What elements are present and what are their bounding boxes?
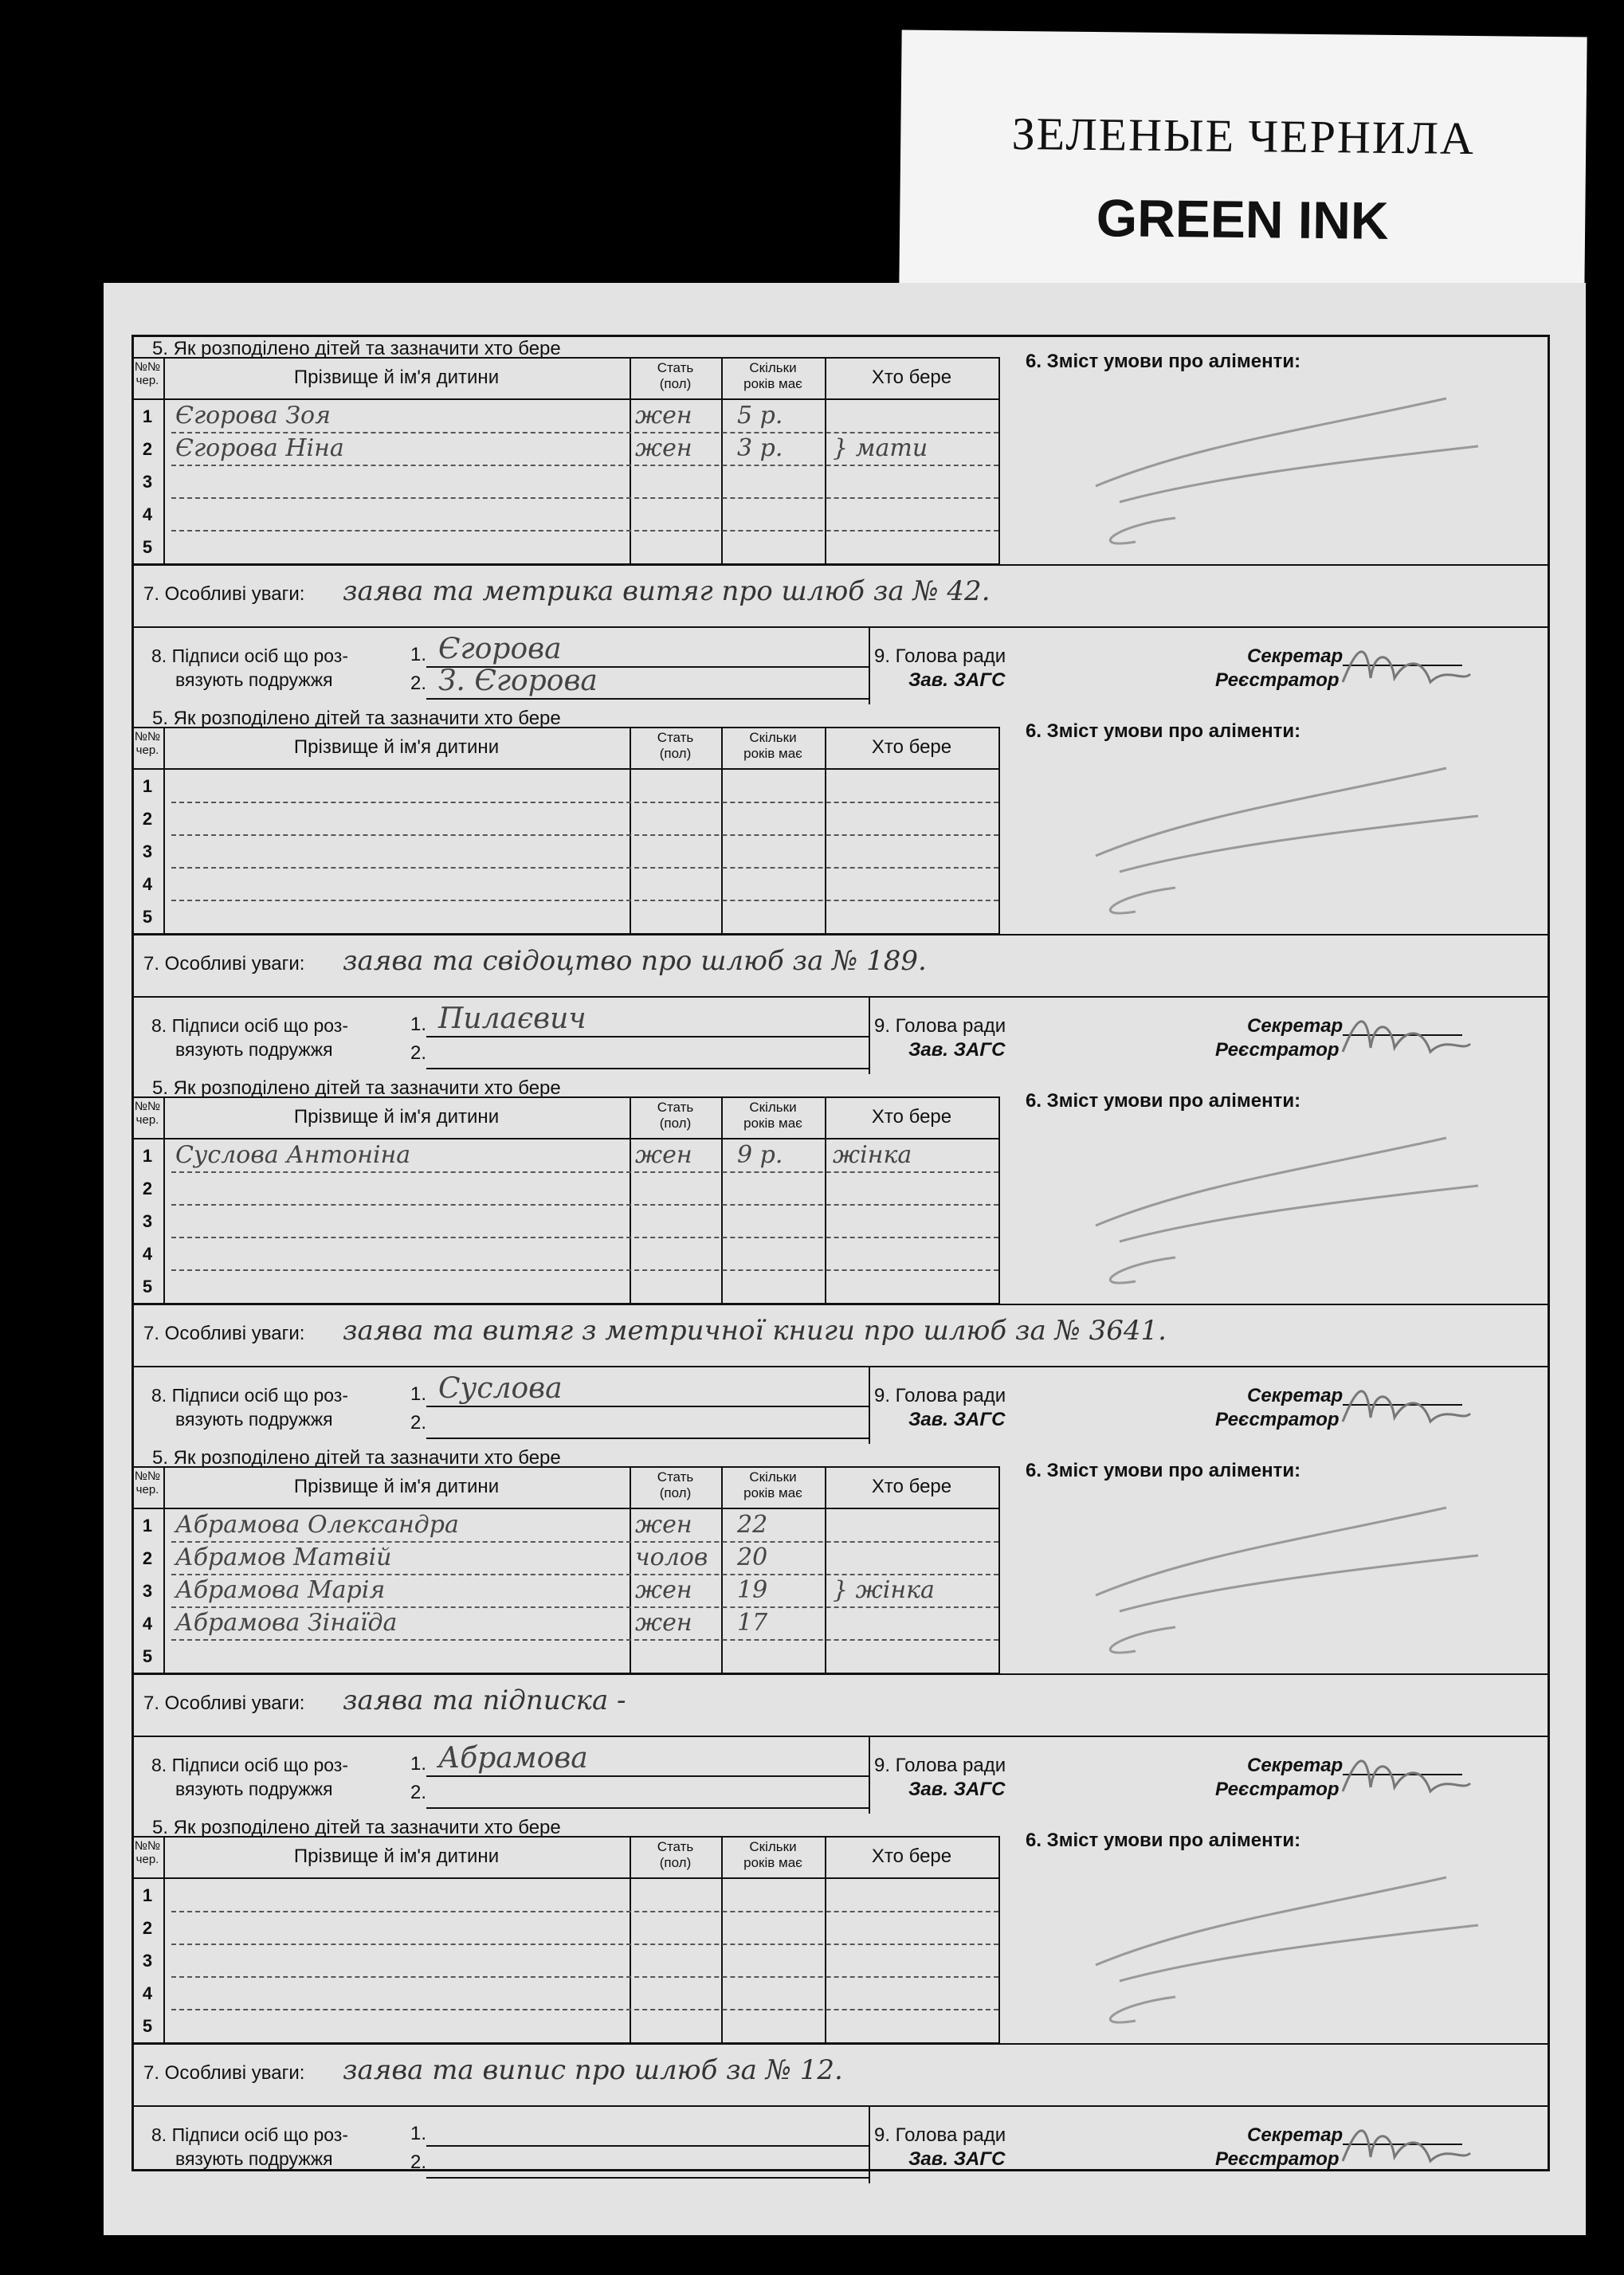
sig-label-b: вязують подружжя	[175, 2148, 333, 2169]
notes-label: 7. Особливі уваги:	[143, 583, 305, 605]
registrar-label: Реєстратор	[1215, 1039, 1340, 1061]
section5-heading: 5. Як розподілено дітей та зазначити хто бере	[152, 1077, 561, 1099]
registrar-label: Реєстратор	[1215, 1409, 1340, 1430]
notes-row	[131, 564, 1550, 626]
alimony-crossed-out-mark	[1000, 335, 1550, 563]
notes-label: 7. Особливі уваги:	[143, 1693, 305, 1714]
notes-row	[131, 934, 1550, 996]
child-sex: жен	[635, 402, 692, 430]
signature-1: Пилаєвич	[438, 1002, 586, 1035]
notes-value: заява та свідоцтво про шлюб за № 189.	[343, 945, 927, 977]
row-number: 5	[142, 1277, 153, 1296]
child-who: жінка	[833, 1141, 912, 1169]
alimony-crossed-out-mark	[1000, 1814, 1550, 2042]
row-number: 1	[142, 406, 153, 426]
section6-heading: 6. Зміст умови про аліменти:	[1026, 351, 1301, 372]
alimony-crossed-out-mark	[1000, 704, 1550, 932]
sig-label-a: 8. Підписи осіб що роз-	[151, 645, 349, 666]
section6-heading: 6. Зміст умови про аліменти:	[1026, 1460, 1301, 1481]
signature-1: Єгорова	[438, 633, 562, 665]
col-name-header: Прізвище й ім'я дитини	[293, 736, 500, 758]
child-sex: жен	[635, 434, 692, 462]
form-page	[104, 283, 1586, 2235]
council-head-label: 9. Голова ради	[874, 1015, 1006, 1037]
col-name-header: Прізвище й ім'я дитини	[293, 367, 500, 388]
row-number: 1	[142, 776, 153, 796]
row-number: 2	[142, 1179, 153, 1198]
col-age-header: Скільки років має	[743, 1469, 802, 1500]
signatures-row	[131, 1366, 1550, 1444]
sig-label-a: 8. Підписи осіб що роз-	[151, 1385, 349, 1406]
tag-ru: ЗЕЛЕНЫЕ ЧЕРНИЛА	[1011, 107, 1476, 165]
child-name: Абрамова Олександра	[175, 1511, 459, 1539]
child-sex: жен	[635, 1609, 692, 1637]
child-name: Абрамова Зінаїда	[175, 1609, 398, 1637]
registrar-label: Реєстратор	[1215, 669, 1340, 691]
section6-heading: 6. Зміст умови про аліменти:	[1026, 720, 1301, 742]
child-name: Суслова Антоніна	[175, 1141, 411, 1169]
notes-label: 7. Особливі уваги:	[143, 1323, 305, 1344]
row-number: 4	[142, 504, 153, 524]
child-age: 3 р.	[737, 434, 783, 462]
registrar-signature-scribble	[1335, 2113, 1478, 2177]
council-head-label: 9. Голова ради	[874, 1755, 1006, 1776]
row-number: 2	[142, 809, 153, 829]
secretary-label: Секретар	[1247, 1015, 1344, 1037]
row-number: 4	[142, 1244, 153, 1264]
signatures-row	[131, 626, 1550, 704]
child-name: Єгорова Зоя	[175, 402, 331, 430]
child-name: Абрамов Матвій	[175, 1543, 392, 1571]
registrar-signature-scribble	[1335, 634, 1478, 698]
sig-number-2: 2.	[410, 1412, 427, 1434]
council-head-label: 9. Голова ради	[874, 1385, 1006, 1406]
secretary-label: Секретар	[1247, 645, 1344, 667]
row-number: 2	[142, 1548, 153, 1568]
children-table	[131, 1836, 1000, 2044]
signature-1: Суслова	[438, 1372, 563, 1405]
col-who-header: Хто бере	[871, 1106, 952, 1128]
registrar-signature-scribble	[1335, 1004, 1478, 1068]
ink-tag	[899, 30, 1587, 292]
notes-label: 7. Особливі уваги:	[143, 2062, 305, 2084]
child-name: Абрамова Марія	[175, 1576, 386, 1604]
row-number: 3	[142, 472, 153, 492]
col-who-header: Хто бере	[871, 736, 952, 758]
divorce-record	[131, 1074, 1550, 1444]
row-number: 4	[142, 874, 153, 894]
signatures-row	[131, 2105, 1550, 2183]
sig-label-a: 8. Підписи осіб що роз-	[151, 1015, 349, 1036]
child-who: } жінка	[833, 1576, 935, 1604]
child-who: } мати	[833, 434, 928, 462]
row-number: 3	[142, 1581, 153, 1601]
registrar-label: Реєстратор	[1215, 1779, 1340, 1800]
child-sex: чолов	[635, 1543, 708, 1571]
sig-label-a: 8. Підписи осіб що роз-	[151, 1755, 349, 1775]
row-number: 5	[142, 1646, 153, 1666]
sig-label-b: вязують подружжя	[175, 1779, 333, 1799]
sig-number-2: 2.	[410, 1782, 427, 1803]
row-number: 5	[142, 2016, 153, 2036]
sig-number-1: 1.	[410, 1753, 427, 1775]
children-table	[131, 1466, 1000, 1674]
col-age-header: Скільки років має	[743, 1839, 802, 1870]
notes-row	[131, 1304, 1550, 1366]
col-who-header: Хто бере	[871, 1845, 952, 1867]
col-who-header: Хто бере	[871, 1476, 952, 1497]
child-sex: жен	[635, 1141, 692, 1169]
notes-row	[131, 1673, 1550, 1736]
section5-heading: 5. Як розподілено дітей та зазначити хто бере	[152, 708, 561, 729]
signature-2: З. Єгорова	[438, 665, 598, 697]
row-number: 2	[142, 439, 153, 459]
row-number: 5	[142, 537, 153, 557]
council-head-label: 9. Голова ради	[874, 645, 1006, 667]
notes-label: 7. Особливі уваги:	[143, 953, 305, 975]
row-number: 5	[142, 907, 153, 927]
tag-en: GREEN INK	[1096, 188, 1389, 250]
child-age: 17	[737, 1609, 768, 1637]
col-number-header: №№ чер.	[134, 360, 161, 387]
row-number: 3	[142, 841, 153, 861]
sig-label-b: вязують подружжя	[175, 1039, 333, 1060]
row-number: 1	[142, 1516, 153, 1536]
col-age-header: Скільки років має	[743, 1100, 802, 1131]
col-sex-header: Стать (пол)	[657, 730, 694, 761]
row-number: 4	[142, 1983, 153, 2003]
col-name-header: Прізвище й ім'я дитини	[293, 1106, 500, 1128]
children-table	[131, 727, 1000, 935]
col-sex-header: Стать (пол)	[657, 1100, 694, 1131]
signature-1: Абрамова	[438, 1742, 588, 1775]
child-age: 20	[737, 1543, 768, 1571]
secretary-label: Секретар	[1247, 1755, 1344, 1776]
col-number-header: №№ чер.	[134, 1100, 161, 1127]
sig-number-2: 2.	[410, 673, 427, 694]
zags-label: Зав. ЗАГС	[908, 669, 1006, 691]
child-age: 22	[737, 1511, 768, 1539]
col-age-header: Скільки років має	[743, 730, 802, 761]
row-number: 3	[142, 1211, 153, 1231]
section5-heading: 5. Як розподілено дітей та зазначити хто бере	[152, 1817, 561, 1838]
sig-number-2: 2.	[410, 2151, 427, 2173]
registrar-signature-scribble	[1335, 1374, 1478, 1438]
zags-label: Зав. ЗАГС	[908, 1779, 1006, 1800]
sig-number-2: 2.	[410, 1042, 427, 1064]
divorce-record	[131, 1814, 1550, 2183]
child-age: 19	[737, 1576, 768, 1604]
notes-value: заява та підписка -	[343, 1685, 626, 1716]
col-who-header: Хто бере	[871, 367, 952, 388]
child-age: 5 р.	[737, 402, 783, 430]
zags-label: Зав. ЗАГС	[908, 2148, 1006, 2170]
section6-heading: 6. Зміст умови про аліменти:	[1026, 1090, 1301, 1112]
section5-heading: 5. Як розподілено дітей та зазначити хто бере	[152, 1447, 561, 1469]
child-sex: жен	[635, 1576, 692, 1604]
divorce-record	[131, 335, 1550, 704]
col-sex-header: Стать (пол)	[657, 1839, 694, 1870]
alimony-crossed-out-mark	[1000, 1444, 1550, 1672]
col-age-header: Скільки років має	[743, 360, 802, 391]
signatures-row	[131, 1736, 1550, 1814]
divorce-record	[131, 704, 1550, 1074]
divorce-record	[131, 1444, 1550, 1814]
section5-heading: 5. Як розподілено дітей та зазначити хто бере	[152, 338, 561, 359]
child-name: Єгорова Ніна	[175, 434, 344, 462]
notes-value: заява та випис про шлюб за № 12.	[343, 2054, 843, 2086]
sig-number-1: 1.	[410, 644, 427, 665]
form-body	[131, 335, 1550, 2171]
notes-value: заява та витяг з метричної книги про шлюб за № 3641.	[343, 1315, 1167, 1347]
row-number: 2	[142, 1918, 153, 1938]
child-sex: жен	[635, 1511, 692, 1539]
signatures-row	[131, 996, 1550, 1074]
sig-number-1: 1.	[410, 2123, 427, 2144]
col-sex-header: Стать (пол)	[657, 1469, 694, 1500]
col-name-header: Прізвище й ім'я дитини	[293, 1845, 500, 1867]
children-table	[131, 357, 1000, 565]
row-number: 1	[142, 1146, 153, 1166]
registrar-signature-scribble	[1335, 1744, 1478, 1807]
children-table	[131, 1096, 1000, 1304]
col-sex-header: Стать (пол)	[657, 360, 694, 391]
sig-number-1: 1.	[410, 1014, 427, 1035]
col-number-header: №№ чер.	[134, 1469, 161, 1496]
zags-label: Зав. ЗАГС	[908, 1409, 1006, 1430]
sig-label-a: 8. Підписи осіб що роз-	[151, 2124, 349, 2145]
sig-label-b: вязують подружжя	[175, 1409, 333, 1430]
section6-heading: 6. Зміст умови про аліменти:	[1026, 1830, 1301, 1851]
zags-label: Зав. ЗАГС	[908, 1039, 1006, 1061]
notes-row	[131, 2043, 1550, 2105]
sig-number-1: 1.	[410, 1383, 427, 1405]
council-head-label: 9. Голова ради	[874, 2124, 1006, 2146]
secretary-label: Секретар	[1247, 2124, 1344, 2146]
sig-label-b: вязують подружжя	[175, 669, 333, 690]
col-number-header: №№ чер.	[134, 730, 161, 757]
registrar-label: Реєстратор	[1215, 2148, 1340, 2170]
alimony-crossed-out-mark	[1000, 1074, 1550, 1302]
col-number-header: №№ чер.	[134, 1839, 161, 1866]
child-age: 9 р.	[737, 1141, 783, 1169]
notes-value: заява та метрика витяг про шлюб за № 42.	[343, 575, 990, 607]
row-number: 1	[142, 1885, 153, 1905]
col-name-header: Прізвище й ім'я дитини	[293, 1476, 500, 1497]
secretary-label: Секретар	[1247, 1385, 1344, 1406]
row-number: 4	[142, 1614, 153, 1634]
row-number: 3	[142, 1951, 153, 1971]
